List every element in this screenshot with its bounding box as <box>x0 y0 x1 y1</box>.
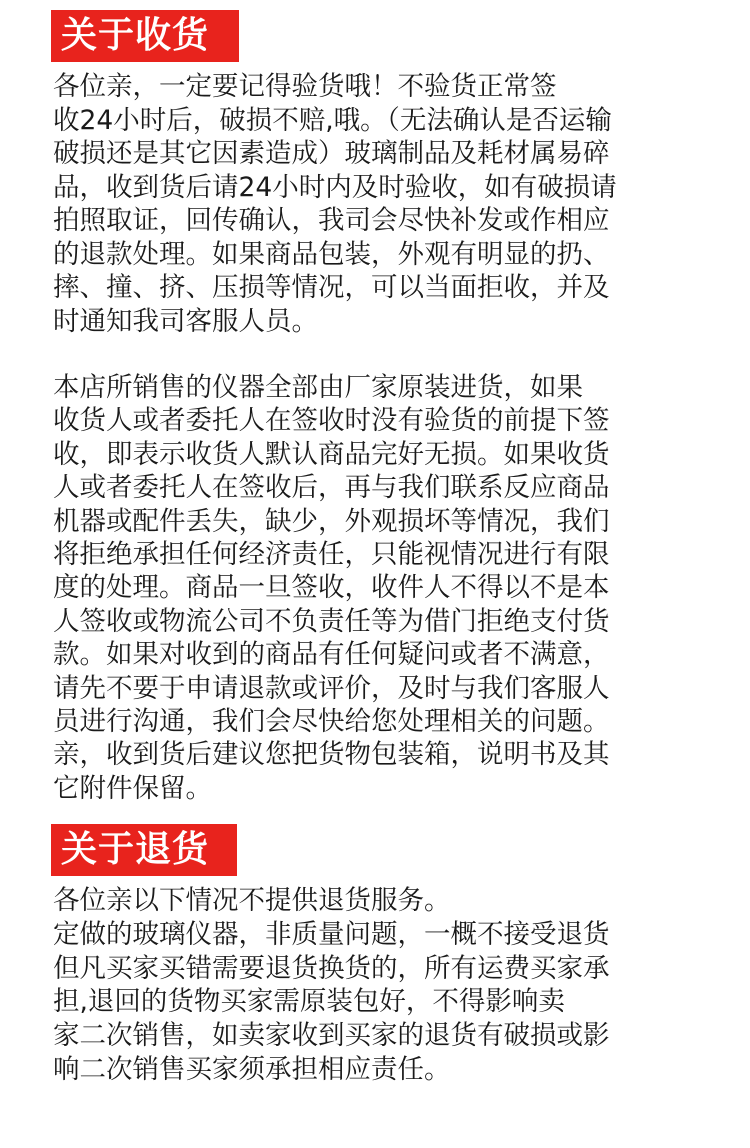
receiving-liability-paragraph: 本店所销售的仪器全部由厂家原装进货，如果 收货人或者委托人在签收时没有验货的前提下签 收，即表示收货人默认商品完好无损。如果收货 人或者委托人在签收后，再与我们联系反应商品 机器或配件丢失，缺少，外观损坏等情况，我们 将拒绝承担任何经济责任，只能视情况进行有限 度的处理。商品一旦签收，收件人不得以不是本 人签收或物流公司不负责任等为借门拒绝支付货 款。如果对收到的商品有任何疑问或者不满意， 请先不要于申请退款或评价，及时与我们客服人 员进行沟通，我们会尽快给您处理相关的问题。 亲，收到货后建议您把货物包装箱，说明书及其 它附件保留。 <box>53 372 610 804</box>
receiving-inspection-paragraph: 各位亲，一定要记得验货哦！不验货正常签 收24小时后，破损不赔,哦。（无法确认是否运输 破损还是其它因素造成）玻璃制品及耗材属易碎 品，收到货后请24小时内及时验收，如有破损请 拍照取证，回传确认，我司会尽快补发或作相应 的退款处理。如果商品包装，外观有明显的扔、 摔、撞、挤、压损等情况，可以当面拒收，并及 时通知我司客服人员。 <box>53 71 617 337</box>
receiving-section-title: 关于收货 <box>51 10 239 62</box>
returns-section-title: 关于退货 <box>51 824 237 876</box>
returns-policy-paragraph: 各位亲以下情况不提供退货服务。 定做的玻璃仪器，非质量问题，一概不接受退货 但凡买家买错需要退货换货的，所有运费买家承 担,退回的货物买家需原装包好，不得影响卖 家二次销售，如卖家收到买家的退货有破损或影 响二次销售买家须承担相应责任。 <box>53 885 610 1085</box>
